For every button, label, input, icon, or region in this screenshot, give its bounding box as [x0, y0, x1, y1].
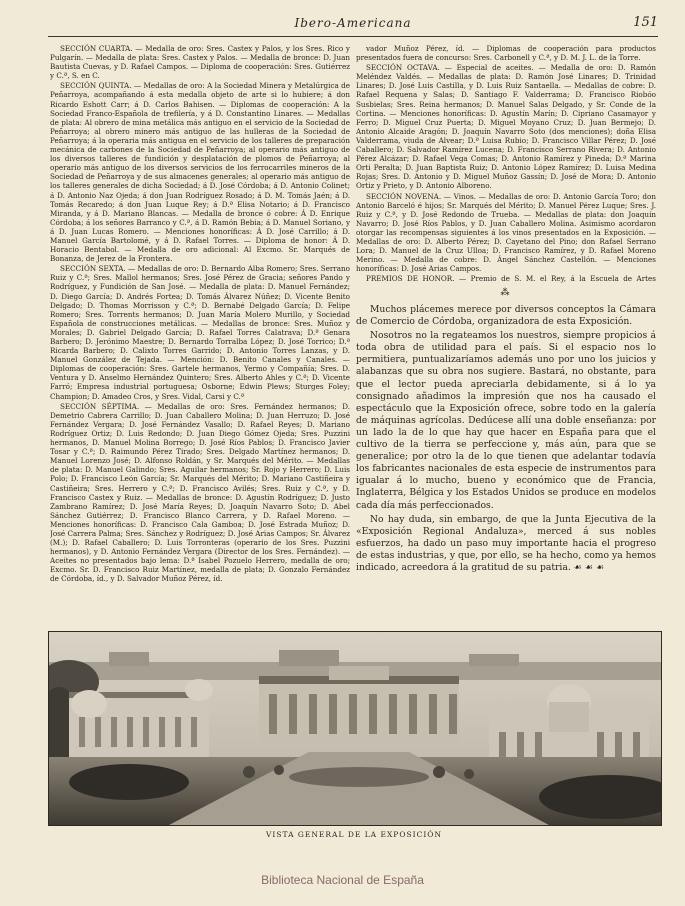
article-body: [356, 304, 656, 616]
paragraph-seccion-sexta: SECCIÓN SEXTA. — Medallas de oro: D. Bernardo Alba Romero; Sres. Serrano Ruiz y C.ª; Sres. Mallol hermanos; Sres. José Pérez de Gracia; señores Pando y Rodríguez, y Fundición de San José. — Medalla de plata: D. Manuel Fernández; D. Diego García; D. Andrés Fortea; D. Tomás Álvarez Núñez; D. Vicente Benito Delgado; D. Thomas Morrisson y C.ª; D. Bernabé Delgado García; D. Felipe Romero; Sres. Torrents hermanos; D. Juan María Molero Murillo, y Sociedad Española de construcciones metálicas. — Medallas de bronce: Sres. Muñoz y Morales; D. Gabriel Delgado García; D. Rafael Torres Calatrava; D.ª Genara Barbero; D. Jerónimo Maestre; D. Bernardo Torralba López; D. José Torrico; D.ª Ricarda Barbero; D. Calixto Torres Garrido; D. Antonio Torres Lanzas, y D. Manuel González de Tejada. — Mención: D. Benito Canales y Canales. — Diplomas de cooperación: Sres. Gartele hermanos, Yermo y Compañía; Sres. D. Ventura y D. Anselmo Hernández Quintero; Sres. Alberto Ahles y C.ª; D. Vicente Farró; Empresa industrial portuguesa; Osborne; Edwin Plews; Sturges Foley; Champion; D. Amadeo Cros, y Sres. Vidal, Carsi y C.ª: [50, 264, 350, 401]
section-separator: ⁂: [500, 288, 512, 298]
paragraph-seccion-novena: SECCIÓN NOVENA. — Vinos. — Medallas de oro: D. Antonio García Toro; don Antonio Barceló é hijos; Sr. Marqués del Mérito; D. Manuel Pérez Luque; Sres. J. Ruiz y C.ª, y D. José Redondo de Trueba. — Medallas de plata: don Joaquín Navarro; D. José Ríos Pablos, y D. Juan Caballero Molina. Asimismo acordaron otorgar las recompensas siguientes á los vinos presentados en la Exposición. — Medallas de oro: D. Alberto Pérez; D. Cayetano del Pino; don Rafael Serrano Lora; D. Manuel de la Cruz Ulloa; D. Francisco Ramírez, y D. Rafael Moreno Merino. — Medalla de cobre: D. Ángel Sánchez Castellón. — Menciones honoríficas: D. José Arias Campos.: [356, 191, 656, 274]
paragraph-seccion-septima: SECCIÓN SÉPTIMA. — Medallas de oro: Sres. Fernández hermanos; D. Demetrio Cabrera Carrillo; D. Juan Caballero Molina; D. Juan Herruzo; D. José Fernández Vergara; D. José Fernández Vasallo; D. Rafael Reyes; D. Mariano Rodríguez Ortiz; D. Luis Redondo; D. Juan Diego Gómez Ojeda; Sres. Puzzini hermanos, D. Manuel Molina Borrego; D. José Ríos Pablos; D. Francisco Javier Tosar y C.ª; D. Raimundo Pérez Tirado; Sres. Delgado Martínez hermanos; D. Manuel Lorenzo José; D. Alfonso Roldán, y Sr. Marqués del Mérito. — Medallas de plata: D. Manuel Galindo; Sres. Aguilar hermanos; Sr. Rojo y Herrero; D. Luis Polo; D. Francisco León García; Sr. Marqués del Mérito; D. Mariano Castiñeira y Castiñeira; Sres. Herrero y C.ª; D. Francisco Avilés; Sres. Ruiz y C.ª, y D. Francisco Castex y Ruiz. — Medallas de bronce: D. Agustín Rodríguez; D. Justo Zambrano Ramírez; D. José María Reyes; D. Joaquín Navarro Soto; D. Abel Sánchez Gutiérrez; D. Francisco Blanco Carrera, y D. Rafael Moreno. — Menciones honoríficas: D. Francisco Cala Gamboa; D. José Estrada Muñoz; D. José Carrera Palma; Sres. Sánchez y Rodríguez; D. José Arias Campos; Sr. Álvarez (M.); D. Rafael Caballero; D. Luis Torronteras (operario de los Sres. Puzzini hermanos), y D. Antonio Fernández Vergara (Director de los Sres. Fernández). — Aceites no presentados bajo lema: D.ª Isabel Pozuelo Herrero, medalla de oro; Excmo. Sr. D. Francisco Ruiz Martínez, medalla de plata; D. Gonzalo Fernández de Córdoba, íd., y D. Salvador Muñoz Pérez, íd.: [50, 401, 350, 584]
library-watermark: Biblioteca Nacional de España: [261, 873, 424, 887]
paragraph-seccion-cuarta: SECCIÓN CUARTA. — Medalla de oro: Sres. Castex y Palos, y los Sres. Rico y Pulgarín. — Medalla de plata: Sres. Castex y Palos. — Medalla de bronce: D. Juan Bautista Cuevas, y D. Rafael Campos. — Diploma de cooperación: Sres. Gutiérrez y C.ª, S. en C.: [50, 44, 350, 81]
journal-title: Ibero-Americana: [294, 16, 412, 30]
exposition-photo-illustration: [49, 632, 661, 825]
article-paragraph: No hay duda, sin embargo, de que la Junta Ejecutiva de la «Exposición Regional Andaluza», merced á sus nobles esfuerzos, ha dado un paso muy importante hacia el progreso de estas industrias, y que, por ello, se ha hecho, como ya hemos indicado, acreedora á la gratitud de su patria. ☙ ☙ ☙: [356, 513, 656, 573]
awards-column-right: [356, 44, 656, 284]
paragraph-continuation: vador Muñoz Pérez, íd. — Diplomas de cooperación para productos presentados fuera de concurso: Sres. Carbonell y C.ª, y D. M. J. L. de la Torre.: [356, 44, 656, 63]
exposition-photo: [48, 631, 662, 826]
page-header: [48, 14, 658, 37]
paragraph-seccion-octava: SECCIÓN OCTAVA. — Especial de aceites. — Medalla de oro: D. Ramón Meléndez Valdés. — Medallas de plata: D. Ramón José Linares; D. Trinidad Linares; D. José Luis Castilla, y D. Luis Ruiz Santaella. — Medallas de cobre: D. Rafael Requena y Salas; D. Santiago F. Valderrama; D. Francisco Riobóo Susbielas; Sres. Reina hermanos; D. Manuel Salas Delgado, y Sr. Conde de la Cortina. — Menciones honoríficas: D. Agustín Marín; D. Cipriano Casamayor y Ferro; D. Miguel Cruz Puerta; D. Miguel Moyano Cruz; D. Juan Bermejo; D. Antonio Alcaide Aragón; D. Joaquín Navarro Soto (dos menciones); doña Elisa Valderrama, viuda de Alvear; D.ª Luisa Rubio; D. Francisco Villar Pérez; D. José Caballero; D. Salvador Ramírez Lucena; D. Francisco Serrano Rivera; D. Antonio Pérez Alcázar; D. Rafael Vega Comas; D. Antonio Ramírez y Pineda; D.ª Marina Orti Peralta; D. Juan Baptista Ruiz; D. Antonio López Ramírez; D. Luisa Medina Rojas; Sres. D. Antonio y D. Miguel Muñoz Gassín; D. José de Mora; D. Antonio Ortiz y Prieto, y D. Antonio Alboreno.: [356, 63, 656, 191]
paragraph-seccion-quinta: SECCIÓN QUINTA. — Medallas de oro: A la Sociedad Minera y Metalúrgica de Peñarroya, acompañando á esta medalla objeto de arte si lo hubiere; á don Ricardo Eshott Carr; á D. Carlos Bahisen. — Diplomas de cooperación: A la Sociedad Franco-Española de trefilería, y á D. Constantino Linares. — Medallas de plata: Al obrero de mina metálica más antiguo en el servicio de la Sociedad de Peñarroya; al obrero minero más antiguo de las hulleras de la Sociedad de Peñarroya; á la operaria más antigua en el servicio de los talleres de preparación mecánica de carbones de la Sociedad de Peñarroya; al operario más antiguo de los diversos talleres de fundición y desplatación de plomos de Peñarroya; al operario más antiguo de los diversos servicios de los ferrocarriles mineros de la Sociedad de Peñarroya y de sus almacenes generales; al operario más antiguo de los talleres generales de dicha Sociedad; á D. José Córdoba; á D. Antonio Colinet; á D. Antonio Naz Ojeda; á don Juan Rodríguez Rosado; á D. M. Tomás Jaén; á D. Tomás Recaredo; á don Juan Luque Rey; á D.ª Elisa Notario; á D. Francisco Miranda, y á D. Mariano Blancas. — Medalla de bronce ó cobre: Á D. Enrique Córdoba; á los señores Barranco y C.ª, á D. Ramón Bebia; á D. Manuel Soriano, y á D. Juan Lucas Romero. — Menciones honoríficas: Á D. José Carrillo; á D. Manuel García Bartolomé, y á D. Rafael Torres. — Diploma de honor: Á D. Horacio Bentabol. — Medalla de oro adicional: Al Excmo. Sr. Marqués de Bonanza, de Jerez de la Frontera.: [50, 81, 350, 264]
photo-caption: VISTA GENERAL DE LA EXPOSICIÓN: [265, 830, 442, 839]
article-paragraph: Nosotros no la regateamos los nuestros, siempre propicios á toda obra de utilidad para el país. Si el espacio nos lo permitiera, puntualizaríamos además uno por uno los juicios y alabanzas que su obra nos sugiere. Bastará, no obstante, para que el lector pueda apreciarla debidamente, si á lo ya consignado añadimos la impresión que nos ha causado el espectáculo que la Exposición ofrece, sobre todo en la galería de máquinas agrícolas. Dedúcese allí una doble enseñanza: por un lado la de lo que hay que hacer en España para que el cultivo de la tierra se perfeccione y, más aún, para que se generalice; por otro la de lo que tienen que adelantar todavía los fabricantes nacionales de esta especie de instrumentos para igualar á lo mucho, bueno y económico que de Francia, Inglaterra, Bélgica y los Estados Unidos se produce en modelos cada día más perfeccionados.: [356, 330, 656, 511]
paragraph-premios-honor: PREMIOS DE HONOR. — Premio de S. M. el Rey, á la Escuela de Artes: [366, 274, 656, 284]
page-number: 151: [633, 15, 658, 30]
article-paragraph: Muchos plácemes merece por diversos conceptos la Cámara de Comercio de Córdoba, organizadora de esta Exposición.: [356, 304, 656, 328]
awards-column-left: [50, 44, 350, 615]
